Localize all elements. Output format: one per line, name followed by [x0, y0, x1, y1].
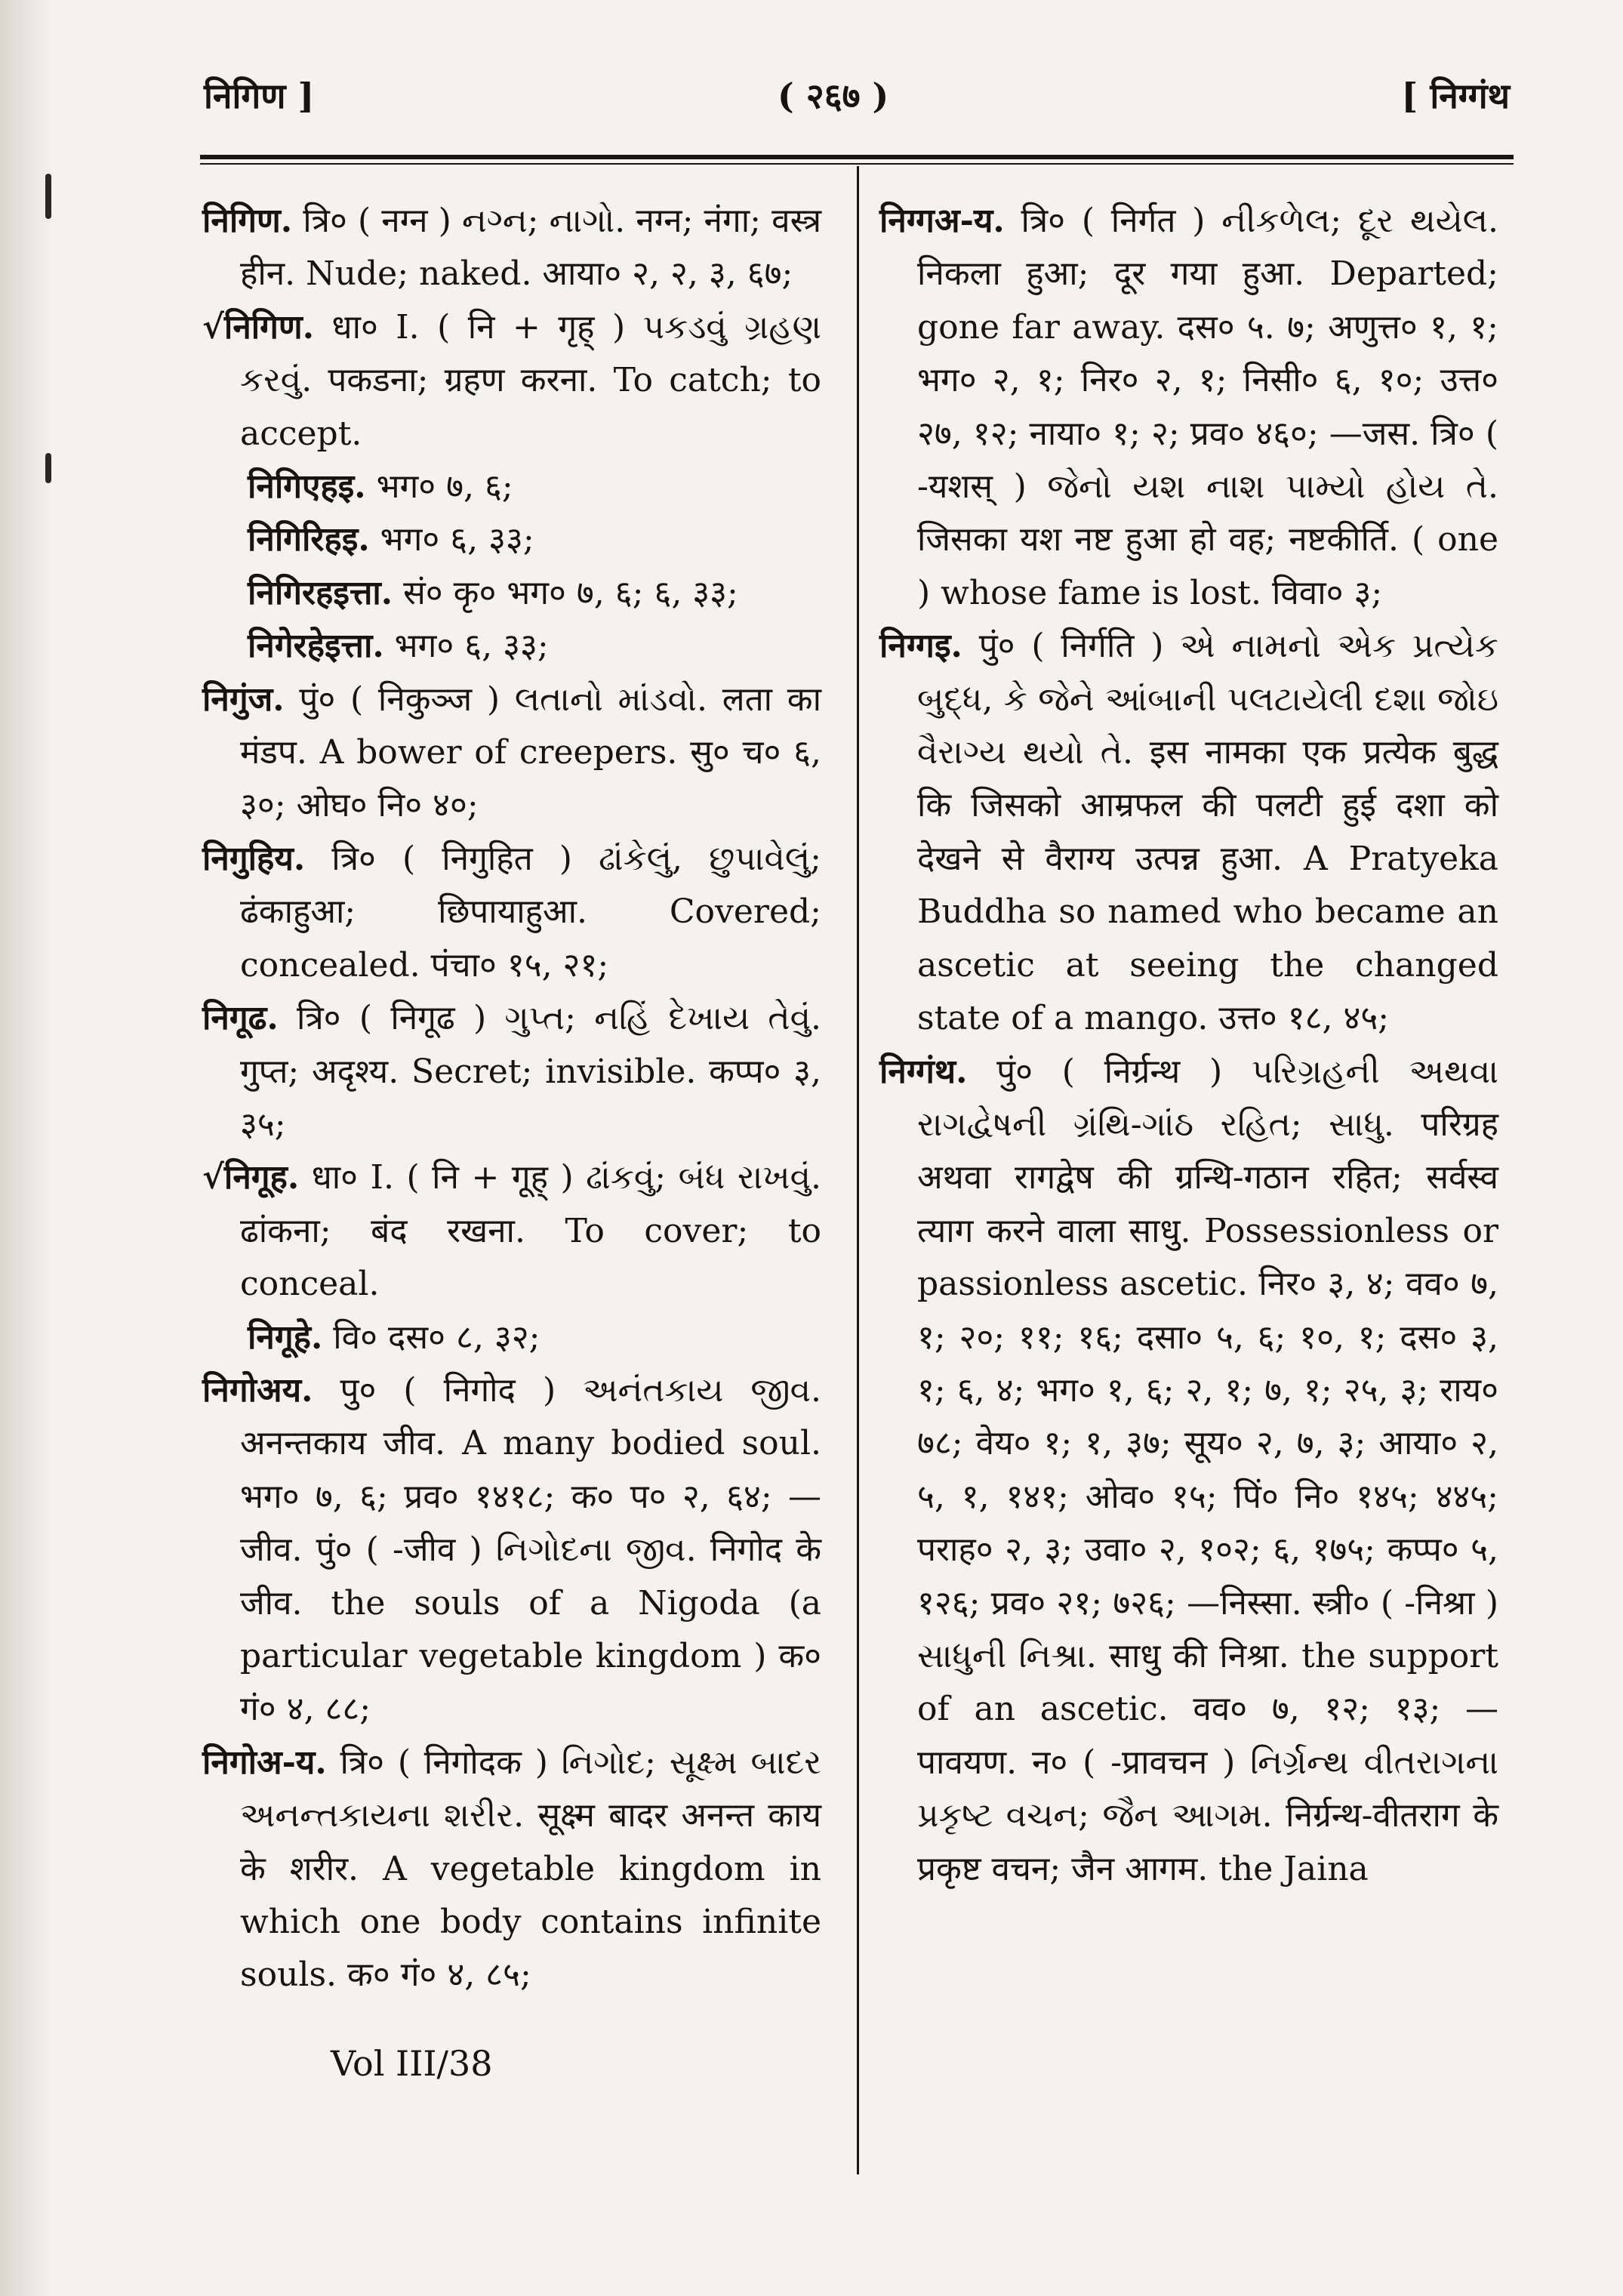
entry-headword: √निगूह.: [202, 1158, 300, 1197]
entry-definition: त्रि० ( नग्न ) નગ્ન; નાગો. नग्न; नंगा; वस्त्र हीन. Nude; naked. आया० २, २, ३, ६७;: [240, 202, 821, 294]
page-edge: [0, 0, 53, 2296]
entry-headword: √निगिण.: [202, 307, 315, 347]
dictionary-entry: [202, 1737, 821, 2002]
entry-definition: पुं० ( निकुञ्ज ) લતાનો માંડવો. लता का मंडप. A bower of creepers. सु० च० ६, ३०; ओघ० नि० ४०;: [240, 680, 821, 825]
header-rule: [200, 155, 1514, 159]
header-left-guide-word: निगिण ]: [204, 76, 315, 116]
entry-definition: धा० I. ( नि + गृह् ) પકડવું ગ્રહણ કરવું. पकडना; ग्रहण करना. To catch; to accept.: [240, 307, 821, 453]
entry-definition: भग० ६, ३३;: [383, 627, 549, 666]
dictionary-entry: [202, 833, 821, 992]
dictionary-entry: [202, 992, 821, 1151]
entry-definition: भग० ७, ६;: [365, 467, 513, 507]
header-rule-thin: [200, 163, 1514, 165]
entry-headword: निगूढ.: [202, 999, 279, 1038]
dictionary-entry: [879, 620, 1498, 1045]
dictionary-entry: [202, 1364, 821, 1737]
dictionary-entry: [202, 301, 821, 461]
entry-headword: निग्गइ.: [879, 627, 962, 666]
entry-definition: वि० दस० ८, ३२;: [322, 1318, 540, 1357]
entry-definition: भग० ६, ३३;: [369, 520, 534, 559]
entry-headword: निगिएहइ.: [248, 467, 366, 507]
page-header: [204, 72, 1510, 132]
dictionary-subentry: [202, 567, 821, 620]
entry-definition: त्रि० ( निगुहित ) ઢાંકેલું, છુપાવેલું; ढंकाहुआ; छिपायाहुआ. Covered; concealed. पंचा० १५, २१;: [240, 839, 821, 985]
entry-headword: निगिरिहइ.: [248, 520, 370, 559]
entry-headword: निग्गंथ.: [879, 1052, 968, 1091]
dictionary-subentry: [202, 620, 821, 673]
entry-definition: त्रि० ( निगूढ ) ગુપ્ત; નહિં દેખાય તેવું. गुप्त; अदृश्य. Secret; invisible. कप्प० ३, ३५;: [240, 999, 821, 1144]
entry-headword: निगेरहेइत्ता.: [248, 627, 384, 666]
entry-definition: पुं० ( निर्गति ) એ નામનો એક પ્રત્યેક બુદ્ધ, કે જેને આંબાની પલટાયેલી દશા જોઇ વૈરાગ્ય થયો તે. इस नामका एक प्रत्येक बुद्ध कि जिसको आम्रफल की पलटी हुई दशा को देखने से वैराग्य उत्पन्न हुआ. A Pratyeka Buddha so named who became an ascetic at seeing the changed state of a mango. उत्त० १८, ४५;: [917, 627, 1498, 1038]
entry-definition: त्रि० ( निगोदक ) નિગોદ; સૂક્ષ્મ બાદર અનન્તકાયના શરીર. सूक्ष्म बादर अनन्त काय के शरीर. A vegetable kingdom in which one body contains infinite souls. क० गं० ४, ८५;: [240, 1743, 821, 1995]
entry-headword: निगूहे.: [248, 1318, 323, 1357]
entry-definition: पु० ( निगोद ) અનંતકાય જીવ. अनन्तकाय जीव. A many bodied soul. भग० ७, ६; प्रव० १४१८; क० प० २, ६४; —जीव. पुं० ( -जीव ) નિગોદના જીવ. निगोद के जीव. the souls of a Nigoda (a particular vegetable kingdom ) क० गं० ४, ८८;: [240, 1370, 821, 1729]
entry-headword: निगिरहइत्ता.: [248, 573, 393, 612]
dictionary-entry: [202, 673, 821, 833]
entry-definition: पुं० ( निर्ग्रन्थ ) પરિગ્રહની અથવા રાગદ્વેષની ગ્રંથિ-ગાંઠ રહિત; સાધુ. परिग्रह अथवा रागद्वेष की ग्रन्थि-गठान रहित; सर्वस्व त्याग करने वाला साधु. Possessionless or passionless ascetic. निर० ३, ४; वव० ७, १; २०; ११; १६; दसा० ५, ६; १०, १; दस० ३, १; ६, ४; भग० १, ६; २, १; ७, १; २५, ३; राय० ७८; वेय० १; १, ३७; सूय० २, ७, ३; आया० २, ५, १, १४१; ओव० १५; पिं० नि० १४५; ४४५; पराह० २, ३; उवा० २, १०२; ६, १७५; कप्प० ५, १२६; प्रव० २१; ७२६; —निस्सा. स्त्री० ( -निश्रा ) સાધુની નિશ્રા. साधु की निश्रा. the support of an ascetic. वव० ७, १२; १३; —पावयण. न० ( -प्रावचन ) નિર્ગ્રન્થ વીતરાગના પ્રકૃષ્ટ વચન; જૈન આગમ. निर्ग्रन्थ-वीतराग के प्रकृष्ट वचन; जैन आगम. the Jaina: [917, 1052, 1498, 1888]
dictionary-entry: [202, 1151, 821, 1311]
dictionary-entry: [879, 195, 1498, 620]
column-divider: [857, 166, 859, 2174]
dictionary-subentry: [202, 461, 821, 513]
dictionary-subentry: [202, 1311, 821, 1364]
entry-headword: निगोअय.: [202, 1370, 313, 1410]
page-number: ( २६७ ): [778, 76, 889, 116]
left-column: [202, 195, 821, 2002]
entry-headword: निगुहिय.: [202, 839, 306, 878]
entry-headword: निगोअ-य.: [202, 1743, 327, 1782]
dictionary-subentry: [202, 513, 821, 566]
volume-signature: Vol III/38: [331, 2043, 493, 2084]
entry-headword: निगुंज.: [202, 680, 285, 719]
dictionary-entry: [879, 1046, 1498, 1897]
dictionary-entry: [202, 195, 821, 301]
entry-definition: धा० I. ( नि + गूह् ) ઢાંકવું; બંધ રાખવું. ढांकना; बंद रखना. To cover; to conceal.: [240, 1158, 821, 1304]
binding-mark: [45, 453, 51, 483]
right-column: [879, 195, 1498, 1896]
entry-headword: निग्गअ-य.: [879, 202, 1005, 240]
header-right-guide-word: [ निग्गंथ: [1401, 76, 1510, 116]
entry-definition: सं० कृ० भग० ७, ६; ६, ३३;: [393, 573, 738, 612]
binding-mark: [45, 174, 51, 219]
entry-definition: त्रि० ( निर्गत ) નીકળેલ; દૂર થયેલ. निकला हुआ; दूर गया हुआ. Departed; gone far away. दस० ५. ७; अणुत्त० १, १; भग० २, १; निर० २, १; निसी० ६, १०; उत्त० २७, १२; नाया० १; २; प्रव० ४६०; —जस. त्रि० ( -यशस् ) જેનો યશ નાશ પામ્યો હોય તે. जिसका यश नष्ट हुआ हो वह; नष्टकीर्ति. ( one ) whose fame is lost. विवा० ३;: [917, 202, 1498, 612]
entry-headword: निगिण.: [202, 202, 293, 240]
